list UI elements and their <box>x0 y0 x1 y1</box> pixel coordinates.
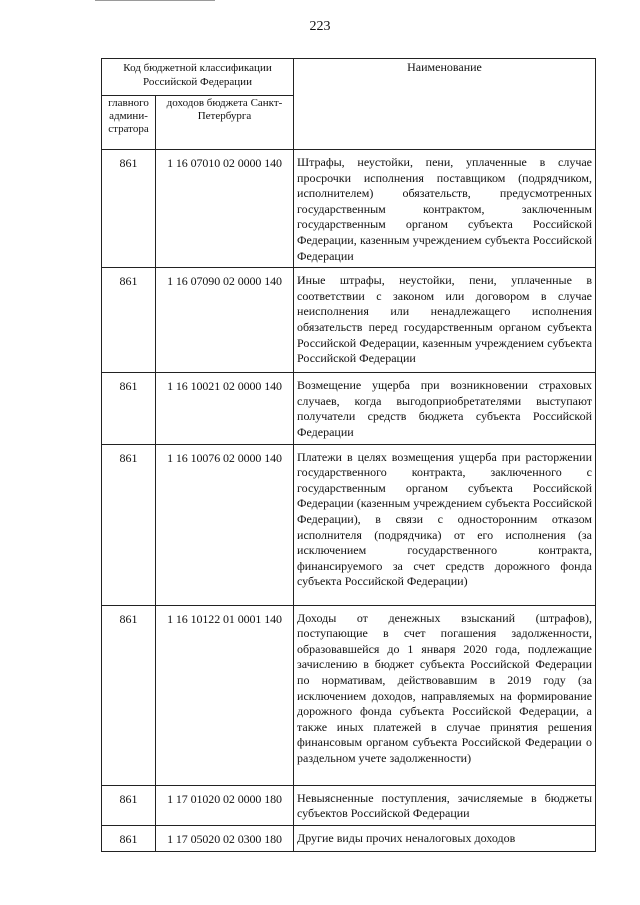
row-admin-code: 861 <box>102 268 156 373</box>
row-income-code: 1 16 10122 01 0001 140 <box>156 605 294 785</box>
table-row <box>102 605 596 785</box>
row-name: Иные штрафы, неустойки, пени, уплаченные в соответствии с законом или договором в случае неисполнения или ненадлежащего исполнения обязательств перед государственным органом субъекта Российской Федерации, казенным учреждением субъекта Российской Федерации <box>294 268 596 373</box>
row-admin-code: 861 <box>102 605 156 785</box>
row-name: Возмещение ущерба при возникновении страховых случаев, когда выгодоприобретателями выступают получатели средств бюджета субъекта Российской Федерации <box>294 373 596 444</box>
row-income-code: 1 16 07010 02 0000 140 <box>156 150 294 268</box>
table-row <box>102 150 596 268</box>
top-scan-mark <box>95 0 215 2</box>
row-name: Доходы от денежных взысканий (штрафов), поступающие в счет погашения задолженности, образовавшейся до 1 января 2020 года, подлежащие зачислению в бюджет субъекта Российской Федерации по нормативам, действовавшим в 2019 году (за исключением доходов, направляемых на формирование дорожного фонда субъекта Российской Федерации, а также иных платежей в случае принятия решения финансовым органом субъекта Российской Федерации о раздельном учете задолженности) <box>294 605 596 785</box>
table-row <box>102 825 596 851</box>
header-classification-code: Код бюджетной классификации Российской Федерации <box>102 59 294 96</box>
row-admin-code: 861 <box>102 825 156 851</box>
header-chief-administrator: главного админи-стратора <box>102 96 156 150</box>
table-row <box>102 785 596 825</box>
row-income-code: 1 16 10076 02 0000 140 <box>156 444 294 605</box>
row-income-code: 1 16 07090 02 0000 140 <box>156 268 294 373</box>
row-admin-code: 861 <box>102 785 156 825</box>
row-name: Штрафы, неустойки, пени, уплаченные в случае просрочки исполнения поставщиком (подрядчиком, исполнителем) обязательств, предусмотренных государственным контрактом, заключенным государственным органом субъекта Российской Федерации, казенным учреждением субъекта Российской Федерации <box>294 150 596 268</box>
table-row <box>102 373 596 444</box>
row-income-code: 1 16 10021 02 0000 140 <box>156 373 294 444</box>
row-admin-code: 861 <box>102 444 156 605</box>
header-income-code: доходов бюджета Санкт-Петербурга <box>156 96 294 150</box>
budget-classification-table <box>101 58 596 852</box>
header-name: Наименование <box>294 59 596 150</box>
row-admin-code: 861 <box>102 150 156 268</box>
table-row <box>102 444 596 605</box>
row-name: Другие виды прочих неналоговых доходов <box>294 825 596 851</box>
bottom-scan-strip <box>90 897 610 905</box>
row-income-code: 1 17 01020 02 0000 180 <box>156 785 294 825</box>
row-name: Платежи в целях возмещения ущерба при расторжении государственного контракта, заключенного с государственным органом субъекта Российской Федерации (казенным учреждением субъекта Российской Федерации), в связи с односторонним отказом исполнителя (подрядчика) от его исполнения (за исключением государственного контракта, финансируемого за счет средств дорожного фонда субъекта Российской Федерации) <box>294 444 596 605</box>
table-row <box>102 268 596 373</box>
row-income-code: 1 17 05020 02 0300 180 <box>156 825 294 851</box>
row-admin-code: 861 <box>102 373 156 444</box>
page-number: 223 <box>309 19 331 34</box>
row-name: Невыясненные поступления, зачисляемые в бюджеты субъектов Российской Федерации <box>294 785 596 825</box>
